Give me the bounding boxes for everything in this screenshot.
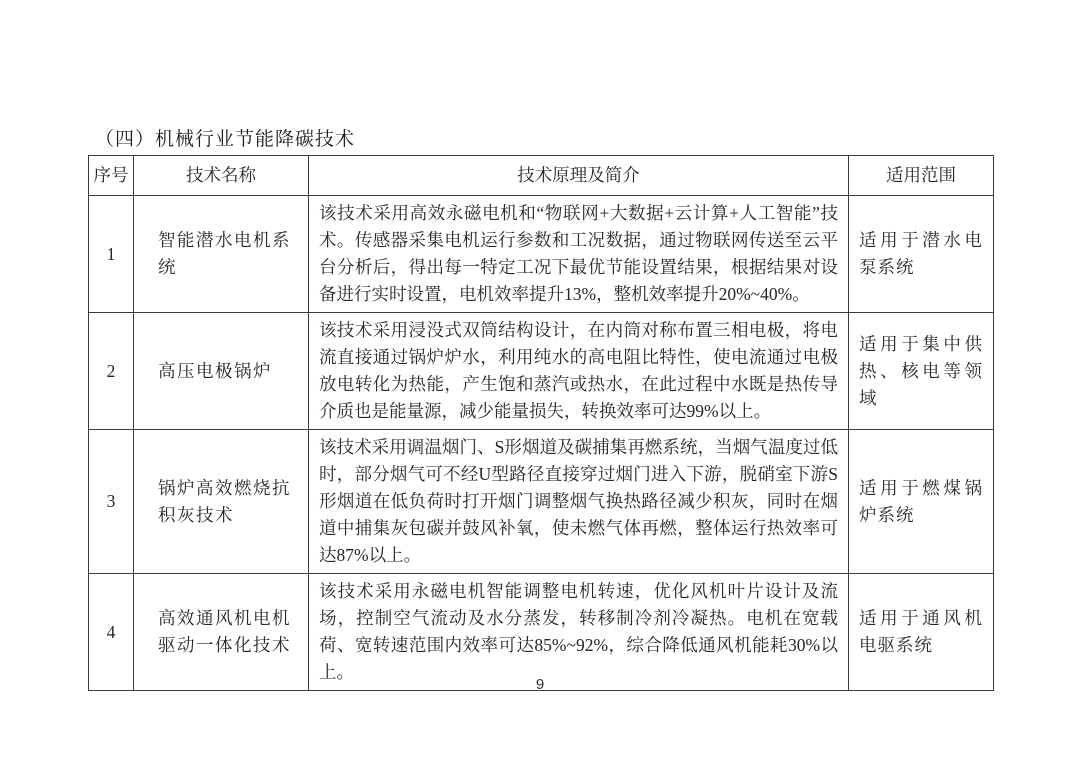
header-principle: 技术原理及简介	[309, 156, 849, 196]
applicable-scope: 适用于集中供热、核电等领域	[849, 313, 994, 430]
row-number: 3	[89, 430, 134, 574]
technology-name: 高效通风机电机驱动一体化技术	[134, 574, 309, 691]
technology-name: 智能潜水电机系统	[134, 196, 309, 313]
table-header-row	[89, 156, 994, 196]
page-number: 9	[535, 676, 545, 693]
row-number: 2	[89, 313, 134, 430]
technology-principle: 该技术采用调温烟门、S形烟道及碳捕集再燃系统，当烟气温度过低时，部分烟气可不经U型路径直接穿过烟门进入下游，脱硝室下游S形烟道在低负荷时打开烟门调整烟气换热路径减少积灰，同时在烟道中捕集灰包碳并鼓风补氧，使未燃气体再燃，整体运行热效率可达87%以上。	[309, 430, 849, 574]
row-number: 4	[89, 574, 134, 691]
technology-principle: 该技术采用永磁电机智能调整电机转速，优化风机叶片设计及流场，控制空气流动及水分蒸发，转移制冷剂冷凝热。电机在宽载荷、宽转速范围内效率可达85%~92%，综合降低通风机能耗30%以上。	[309, 574, 849, 691]
applicable-scope: 适用于通风机电驱系统	[849, 574, 994, 691]
table-row	[89, 574, 994, 691]
header-no: 序号	[89, 156, 134, 196]
technology-principle: 该技术采用浸没式双筒结构设计，在内筒对称布置三相电极，将电流直接通过锅炉炉水，利用纯水的高电阻比特性，使电流通过电极放电转化为热能，产生饱和蒸汽或热水，在此过程中水既是热传导介质也是能量源，减少能量损失，转换效率可达99%以上。	[309, 313, 849, 430]
technology-principle: 该技术采用高效永磁电机和“物联网+大数据+云计算+人工智能”技术。传感器采集电机运行参数和工况数据，通过物联网传送至云平台分析后，得出每一特定工况下最优节能设置结果，根据结果对设备进行实时设置，电机效率提升13%，整机效率提升20%~40%。	[309, 196, 849, 313]
header-scope: 适用范围	[849, 156, 994, 196]
technology-name: 高压电极锅炉	[134, 313, 309, 430]
technology-name: 锅炉高效燃烧抗积灰技术	[134, 430, 309, 574]
table-row	[89, 430, 994, 574]
technology-table	[88, 155, 994, 691]
applicable-scope: 适用于燃煤锅炉系统	[849, 430, 994, 574]
section-heading: （四）机械行业节能降碳技术	[95, 129, 356, 150]
table-row	[89, 196, 994, 313]
table-row	[89, 313, 994, 430]
row-number: 1	[89, 196, 134, 313]
header-name: 技术名称	[134, 156, 309, 196]
applicable-scope: 适用于潜水电泵系统	[849, 196, 994, 313]
